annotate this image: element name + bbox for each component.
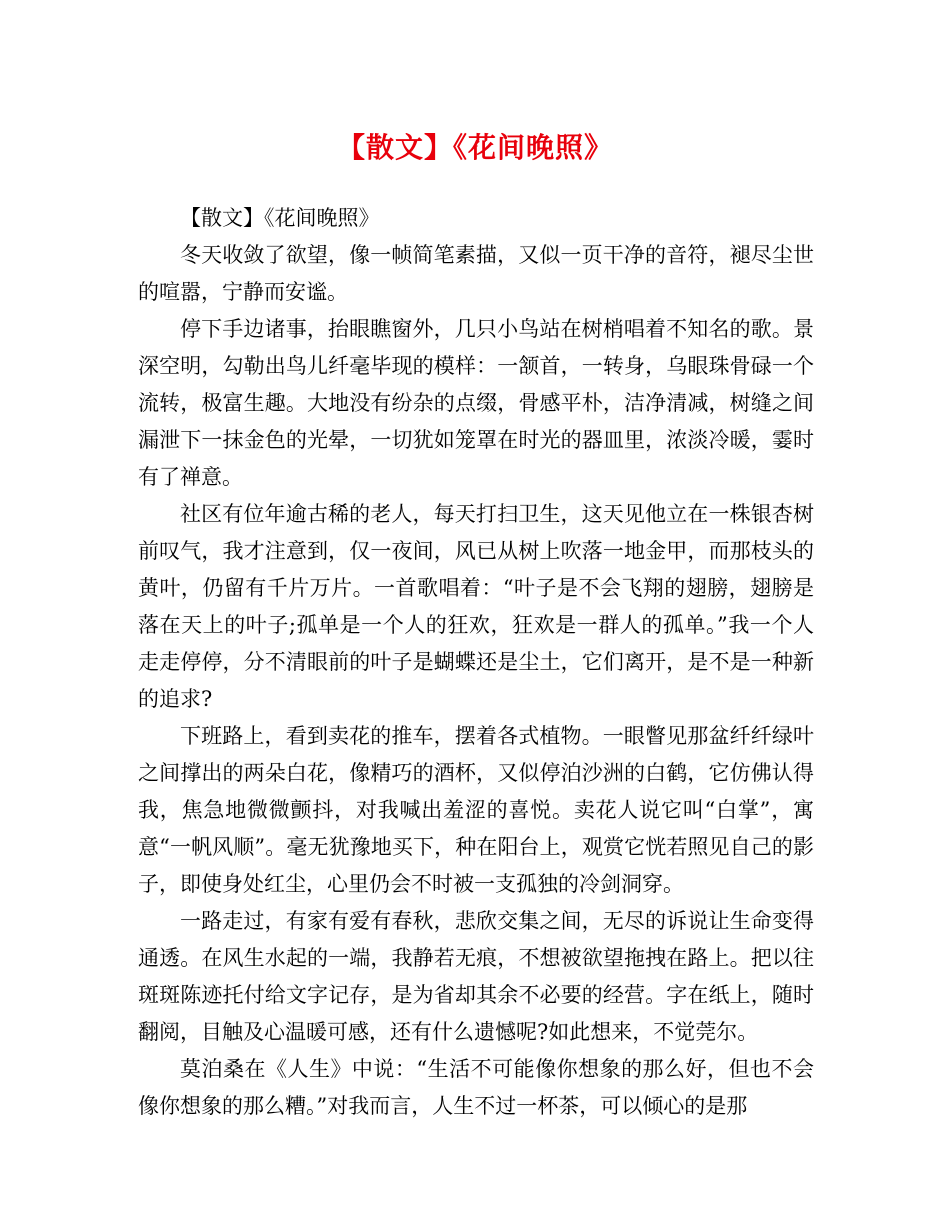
- document-body: [138, 200, 814, 1125]
- paragraph: 【散文】《花间晚照》: [180, 206, 380, 230]
- paragraph: 冬天收敛了欲望，像一帧简笔素描，又似一页干净的音符，褪尽尘世的喧嚣，宁静而安谧。: [138, 243, 814, 304]
- paragraph: 停下手边诸事，抬眼瞧窗外，几只小鸟站在树梢唱着不知名的歌。景深空明，勾勒出鸟儿纤毫毕现的模样：一颔首，一转身，乌眼珠骨碌一个流转，极富生趣。大地没有纷杂的点缀，骨感平朴，洁净清减，树缝之间漏泄下一抹金色的光晕，一切犹如笼罩在时光的器皿里，浓淡冷暖，霎时有了禅意。: [138, 317, 814, 489]
- document-title: 【散文】《花间晚照》: [336, 131, 613, 164]
- paragraph: 莫泊桑在《人生》中说：“生活不可能像你想象的那么好，但也不会像你想象的那么糟。”对我而言，人生不过一杯茶，可以倾心的是那: [138, 1057, 814, 1118]
- paragraph: 下班路上，看到卖花的推车，摆着各式植物。一眼瞥见那盆纤纤绿叶之间撑出的两朵白花，像精巧的酒杯，又似停泊沙洲的白鹤，它仿佛认得我，焦急地微微颤抖，对我喊出羞涩的喜悦。卖花人说它叫“白掌”，寓意“一帆风顺”。毫无犹豫地买下，种在阳台上，观赏它恍若照见自己的影子，即使身处红尘，心里仍会不时被一支孤独的冷剑洞穿。: [138, 724, 814, 896]
- paragraph: 一路走过，有家有爱有春秋，悲欣交集之间，无尽的诉说让生命变得通透。在风生水起的一端，我静若无痕，不想被欲望拖拽在路上。把以往斑斑陈迹托付给文字记存，是为省却其余不必要的经营。字在纸上，随时翻阅，目触及心温暖可感，还有什么遗憾呢?如此想来，不觉莞尔。: [138, 909, 814, 1044]
- paragraph: 社区有位年逾古稀的老人，每天打扫卫生，这天见他立在一株银杏树前叹气，我才注意到，仅一夜间，风已从树上吹落一地金甲，而那枝头的黄叶，仍留有千片万片。一首歌唱着：“叶子是不会飞翔的翅膀，翅膀是落在天上的叶子;孤单是一个人的狂欢，狂欢是一群人的孤单。”我一个人走走停停，分不清眼前的叶子是蝴蝶还是尘土，它们离开，是不是一种新的追求?: [138, 502, 814, 711]
